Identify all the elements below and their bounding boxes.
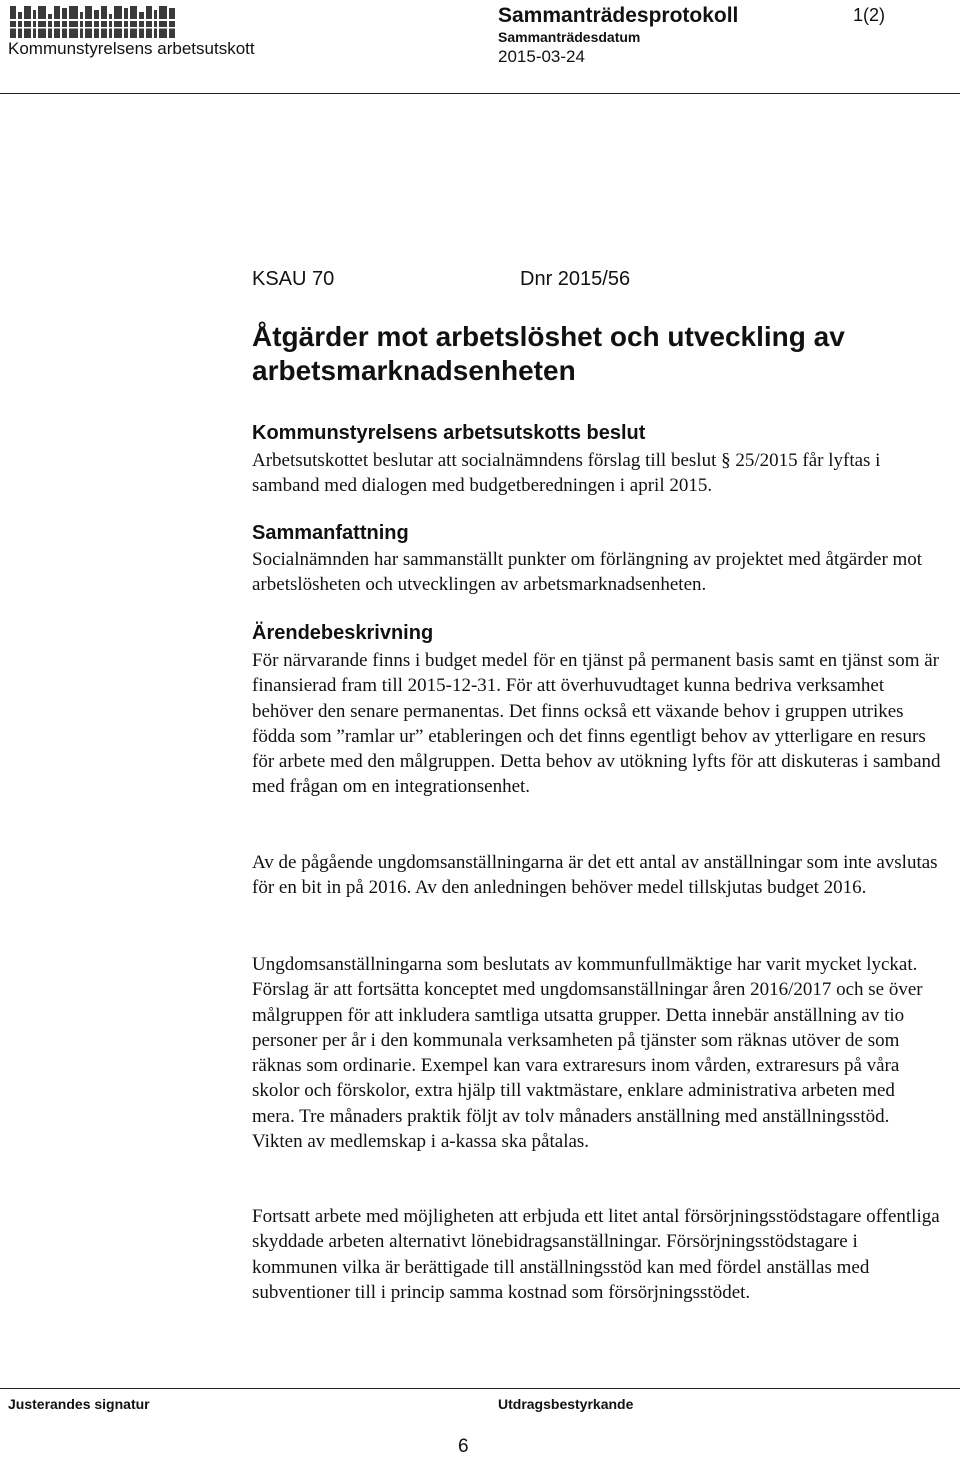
signature-label: Justerandes signatur xyxy=(8,1396,150,1412)
diary-number: Dnr 2015/56 xyxy=(520,268,631,290)
document-type: Sammanträdesprotokoll xyxy=(498,4,739,27)
case-number: KSAU 70 xyxy=(252,268,335,290)
footer-divider xyxy=(0,1388,960,1389)
page-count: 1(2) xyxy=(853,5,886,25)
summary-text: Socialnämnden har sammanställt punkter om förlängning av projektet med åtgärder mot arbetslösheten och utvecklingen av arbetsmarknadsenheten. xyxy=(252,549,923,596)
summary-heading: Sammanfattning xyxy=(252,522,409,544)
description-heading: Ärendebeskrivning xyxy=(252,622,434,644)
organization-name: Kommunstyrelsens arbetsutskott xyxy=(8,39,255,58)
header-divider xyxy=(0,93,960,94)
description-paragraph: Ungdomsanställningarna som beslutats av kommunfullmäktige har varit mycket lyckat. Förslag är att fortsätta konceptet med ungdomsanställningar åren 2016/2017 och se över målgruppen för att inkludera samtliga utsatta grupper. Detta innebär anställning av tio personer per år i den kommunala verksamheten på tjänster som räknas utöver de som räknas som ordinarie. Exempel kan vara extraresurs inom vården, extraresurs på våra skolor och förskolor, extra hjälp till vaktmästare, enklare administrativa arbeten med mera. Tre månaders praktik följt av tolv månaders anställning med anställningsstöd. Vikten av medlemskap i a-kassa ska påtalas. xyxy=(252,954,923,1153)
description-paragraph: Fortsatt arbete med möjligheten att erbjuda ett litet antal försörjningsstödstagare offentliga skyddade arbeten alternativt lönebidragsanställningar. Försörjningsstödstagare i kommunen vilka är berättigade till anställningsstöd kan med fördel anställas med subventioner till i princip samma kostnad som försörjningsstödet. xyxy=(252,1206,940,1303)
extract-certification-label: Utdragsbestyrkande xyxy=(498,1396,634,1412)
description-paragraph: För närvarande finns i budget medel för en tjänst på permanent basis samt en tjänst som är finansierad fram till 2015-12-31. För att överhuvudtaget kunna bedriva verksamhet behöver den senare permanentas. Det finns också ett växande behov i gruppen utrikes födda som ”ramlar ur” etableringen och det finns egentligt behov av ytterligare en resurs för arbete med den målgruppen. Detta behov av utökning lyfts för att diskuteras i samband med frågan om en integrationsenhet. xyxy=(252,650,941,798)
description-paragraph: Av de pågående ungdomsanställningarna är det ett antal av anställningar som inte avslutas för en bit in på 2016. Av den anledningen behöver medel tillskjutas budget 2016. xyxy=(252,852,938,899)
page-title: Åtgärder mot arbetslöshet och utveckling av arbetsmarknadsenheten xyxy=(252,321,845,386)
case-reference xyxy=(252,268,631,291)
meeting-date: 2015-03-24 xyxy=(498,47,585,66)
decision-heading: Kommunstyrelsens arbetsutskotts beslut xyxy=(252,422,646,444)
decision-text: Arbetsutskottet beslutar att socialnämndens förslag till beslut § 25/2015 får lyftas i samband med dialogen med budgetberedningen i april 2015. xyxy=(252,450,881,497)
page-number: 6 xyxy=(458,1436,469,1457)
meeting-date-label: Sammanträdesdatum xyxy=(498,29,641,45)
municipality-logo xyxy=(8,2,178,42)
